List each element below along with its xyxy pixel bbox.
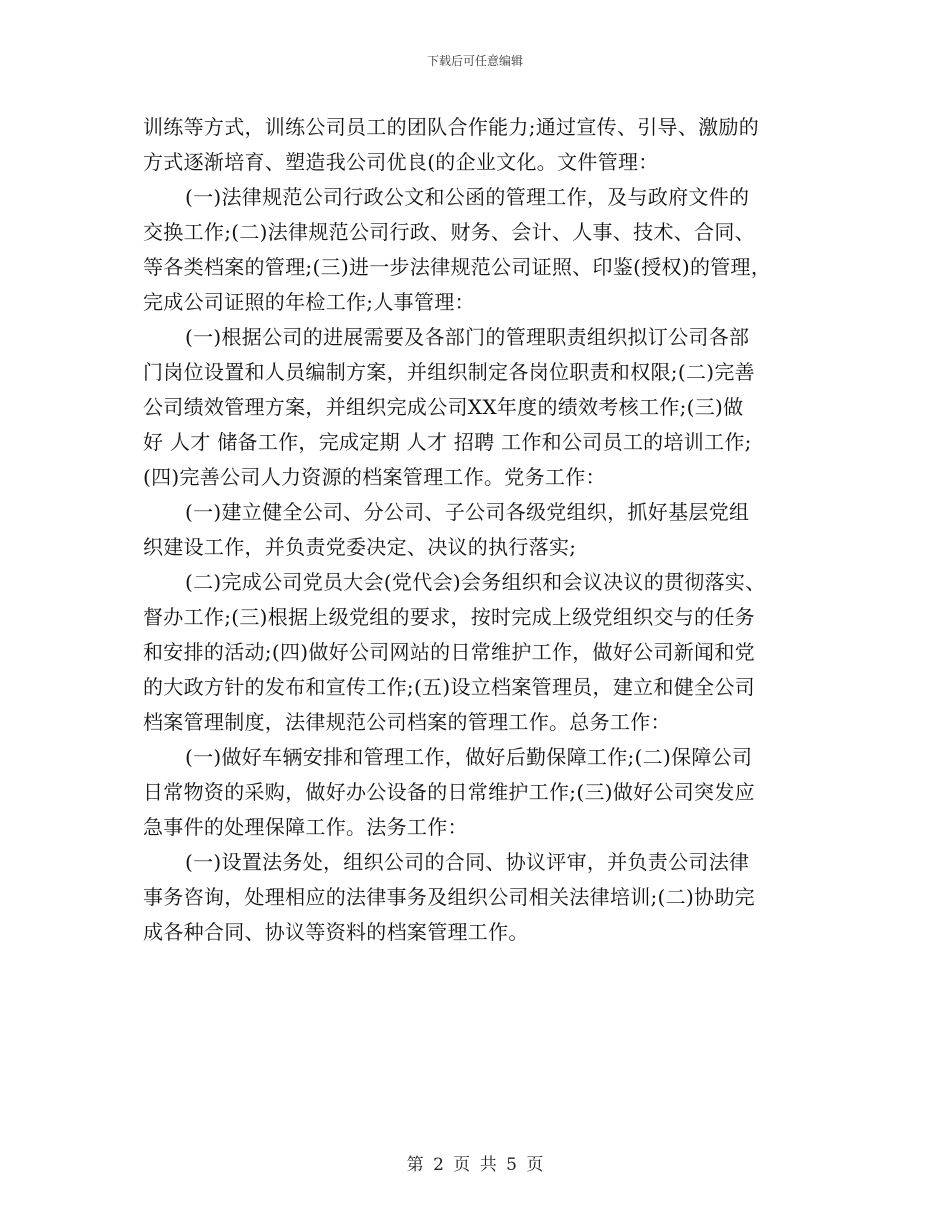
text-line: 好 人才 储备工作，完成定期 人才 招聘 工作和公司员工的培训工作;	[143, 430, 752, 454]
text-line: (一)做好车辆安排和管理工作，做好后勤保障工作;(二)保障公司	[185, 745, 753, 769]
document-body	[143, 112, 807, 952]
text-line: 急事件的处理保障工作。法务工作：	[143, 815, 468, 839]
text-line: 公司绩效管理方案，并组织完成公司XX年度的绩效考核工作;(三)做	[143, 395, 744, 419]
page-header: 下载后可任意编辑	[426, 54, 523, 68]
text-line: 的大政方针的发布和宣传工作;(五)设立档案管理员，建立和健全公司	[143, 675, 755, 699]
text-line: 日常物资的采购，做好办公设备的日常维护工作;(三)做好公司突发应	[143, 780, 755, 804]
text-line: 完成公司证照的年检工作;人事管理：	[143, 290, 475, 314]
text-line: 档案管理制度，法律规范公司档案的管理工作。总务工作：	[143, 710, 671, 734]
text-line: (一)法律规范公司行政公文和公函的管理工作，及与政府文件的	[185, 185, 750, 209]
text-line: (二)完成公司党员大会(党代会)会务组织和会议决议的贯彻落实、	[185, 570, 766, 594]
text-line: 和安排的活动;(四)做好公司网站的日常维护工作，做好公司新闻和党	[143, 640, 755, 664]
text-line: (一)建立健全公司、分公司、子公司各级党组织，抓好基层党组	[185, 500, 750, 524]
text-line: (一)设置法务处，组织公司的合同、协议评审，并负责公司法律	[185, 850, 750, 874]
text-line: (四)完善公司人力资源的档案管理工作。党务工作：	[143, 465, 606, 489]
text-line: 事务咨询，处理相应的法律事务及组织公司相关法律培训;(二)协助完	[143, 885, 755, 909]
text-line: 等各类档案的管理;(三)进一步法律规范公司证照、印鉴(授权)的管理，	[143, 255, 772, 279]
text-line: 督办工作;(三)根据上级党组的要求，按时完成上级党组织交与的任务	[143, 605, 755, 629]
text-line: 训练等方式，训练公司员工的团队合作能力;通过宣传、引导、激励的	[143, 115, 760, 139]
text-line: 门岗位设置和人员编制方案，并组织制定各岗位职责和权限;(二)完善	[143, 360, 755, 384]
page-footer: 第 2 页 共 5 页	[406, 1155, 544, 1175]
text-line: 织建设工作，并负责党委决定、决议的执行落实;	[143, 535, 577, 559]
text-line: 交换工作;(二)法律规范公司行政、财务、会计、人事、技术、合同、	[143, 220, 755, 244]
text-line: 方式逐渐培育、塑造我公司优良(的企业文化。文件管理：	[143, 150, 659, 174]
text-line: (一)根据公司的进展需要及各部门的管理职责组织拟订公司各部	[185, 325, 750, 349]
text-line: 成各种合同、协议等资料的档案管理工作。	[143, 920, 529, 944]
